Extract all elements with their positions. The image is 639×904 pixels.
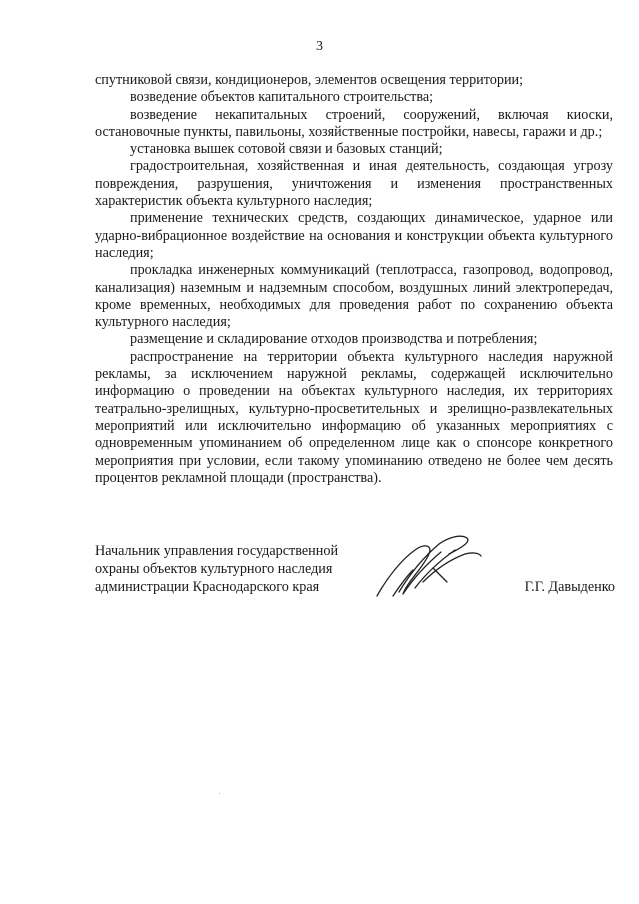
paragraph: установка вышек сотовой связи и базовых станций; (130, 141, 443, 158)
paragraph: спутниковой связи, кондиционеров, элементов освещения территории; (95, 72, 524, 88)
paragraph: градостроительная, хозяйственная и иная деятельность, создающая угрозу повреждения, разрушения, уничтожения и изменения пространственных характеристик объекта культурного наследия; (95, 158, 613, 210)
signer-name: Г.Г. Давыденко (524, 579, 615, 595)
paragraph: размещение и складирование отходов производства и потребления; (130, 331, 538, 348)
signer-position-line: Начальник управления государственной (95, 543, 339, 559)
document-body (95, 72, 613, 487)
paragraph: прокладка инженерных коммуникаций (теплотрасса, газопровод, водопровод, канализация) наземным и надземным способом, воздушных линий электропередач, кроме временных, необходимых для проведения работ по сохранению объекта культурного наследия; (95, 262, 613, 331)
signer-position-line: охраны объектов культурного наследия (95, 561, 333, 577)
page-number: 3 (316, 39, 323, 54)
paragraph: распространение на территории объекта культурного наследия наружной рекламы, за исключением наружной рекламы, содержащей исключительно информацию о проведении на объектах культурного наследия, их территориях театрально-зрелищных, культурно-просветительных и зрелищно-развлекательных мероприятий или исключительно информацию об указанных мероприятиях с одновременным упоминанием об определенном лице как о спонсоре конкретного мероприятия при условии, если такому упоминанию отведено не более чем десять процентов рекламной площади (пространства). (95, 348, 613, 486)
paragraph: возведение некапитальных строений, сооружений, включая киоски, остановочные пункты, павильоны, хозяйственные постройки, навесы, гаражи и др.; (95, 106, 613, 140)
handwritten-signature (363, 532, 487, 602)
paragraph: возведение объектов капитального строительства; (130, 89, 434, 106)
scan-speck (219, 793, 220, 794)
signer-position (95, 542, 385, 596)
paragraph: применение технических средств, создающих динамическое, ударное или ударно-вибрационное воздействие на основания и конструкции объекта культурного наследия; (95, 210, 613, 261)
signature-block (95, 540, 615, 620)
signer-position-line: администрации Краснодарского края (95, 579, 320, 595)
